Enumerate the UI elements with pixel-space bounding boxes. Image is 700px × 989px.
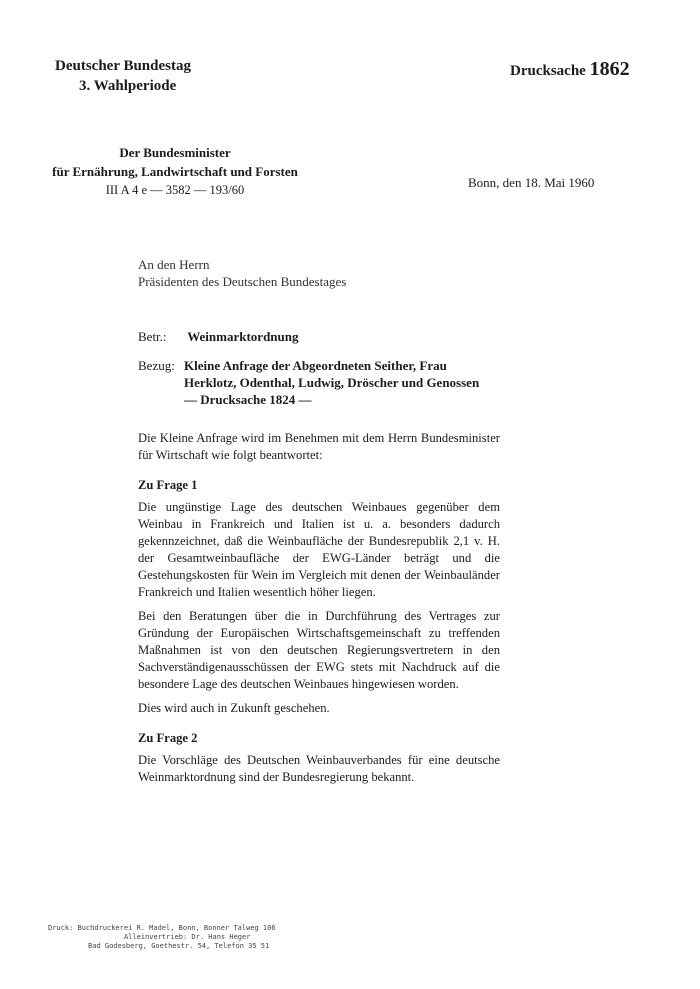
date-line: Bonn, den 18. Mai 1960 bbox=[468, 175, 595, 190]
drucksache-value: 1862 bbox=[589, 58, 630, 80]
sender-reference: III A 4 e — 3582 — 193/60 bbox=[105, 183, 245, 197]
recipient-block bbox=[138, 256, 346, 290]
sender-title: Der Bundesminister bbox=[119, 145, 231, 160]
question1-paragraph3: Dies wird auch in Zukunft geschehen. bbox=[138, 701, 330, 715]
question2-paragraph1: Die Vorschläge des Deutschen Weinbauverbandes für eine deutsche Weinmarktordnung sind der Bundesregierung bekannt. bbox=[138, 753, 500, 784]
subject-label: Betr.: bbox=[138, 329, 167, 344]
subject-line bbox=[138, 329, 299, 345]
sender-ministry: für Ernährung, Landwirtschaft und Forsten bbox=[52, 164, 298, 179]
intro-paragraph: Die Kleine Anfrage wird im Benehmen mit dem Herrn Bundesminister für Wirtschaft wie folgt beantwortet: bbox=[138, 431, 500, 462]
recipient-line2: Präsidenten des Deutschen Bundestages bbox=[138, 274, 347, 289]
parliament-name: Deutscher Bundestag bbox=[55, 58, 191, 74]
question1-heading: Zu Frage 1 bbox=[138, 478, 198, 492]
reference-drucksache: — Drucksache 1824 — bbox=[184, 392, 312, 407]
footer-line3: Bad Godesberg, Goethestr. 54, Telefon 35 51 bbox=[88, 942, 270, 950]
question2-heading: Zu Frage 2 bbox=[138, 731, 198, 745]
sender-block bbox=[45, 143, 305, 200]
question1-paragraph2: Bei den Beratungen über die in Durchführung des Vertrages zur Gründung der Europäischen Wirtschaftsgemeinschaft zu treffenden Maßnahmen ist von den deutschen Regierungsvertretern in den Sachverständigenausschüssen der EWG stets mit Nachdruck auf die besondere Lage des deutschen Weinbaues hingewiesen worden. bbox=[138, 609, 500, 691]
printer-footer bbox=[48, 924, 308, 951]
recipient-line1: An den Herrn bbox=[138, 257, 210, 272]
footer-line1: Druck: Buchdruckerei R. Madel, Bonn, Bonner Talweg 106 bbox=[48, 924, 276, 932]
document-header bbox=[55, 56, 275, 96]
answer-body bbox=[138, 430, 500, 786]
electoral-period: 3. Wahlperiode bbox=[79, 78, 177, 94]
reference-value: Kleine Anfrage der Abgeordneten Seither, Frau Herklotz, Odenthal, Ludwig, Dröscher und Genossen bbox=[184, 358, 480, 390]
drucksache-label: Drucksache bbox=[510, 63, 586, 79]
question1-paragraph1: Die ungünstige Lage des deutschen Weinbaues gegenüber dem Weinbau in Frankreich und Italien ist u. a. besonders dadurch gekennzeichnet, daß die Weinbaufläche der Bundesrepublik 2,1 v. H. der Gesamtweinbaufläche der EWG-Länder beträgt und die Gestehungskosten für Wein im Vergleich mit denen der Weinbauländer Frankreich und Italien wesentlich höher liegen. bbox=[138, 500, 500, 599]
reference-label: Bezug: bbox=[138, 358, 175, 373]
drucksache-number bbox=[510, 58, 630, 81]
subject-value: Weinmarktordnung bbox=[187, 329, 299, 344]
reference-line bbox=[138, 357, 500, 408]
footer-line2: Alleinvertrieb: Dr. Hans Heger bbox=[124, 933, 251, 941]
